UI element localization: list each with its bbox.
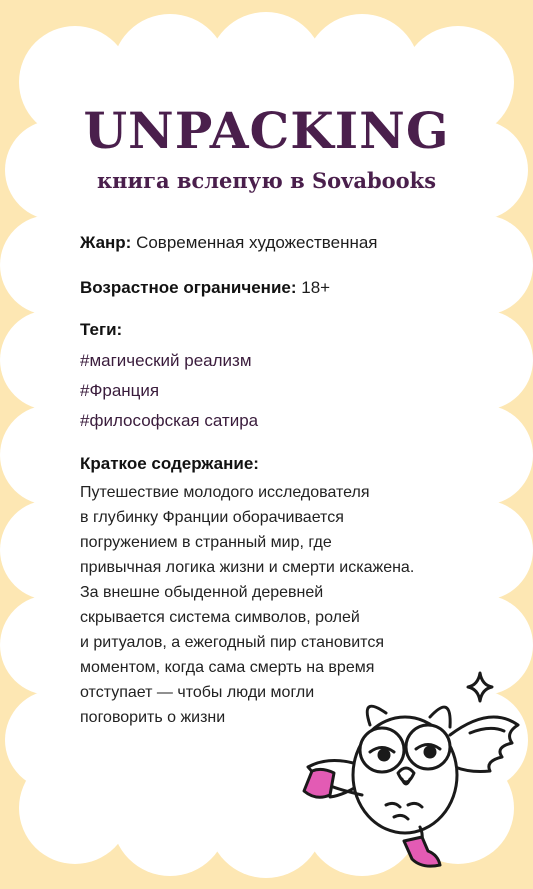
summary-label: Краткое содержание: (80, 454, 259, 473)
tags-list (80, 346, 258, 436)
tag-item: #философская сатира (80, 411, 259, 430)
tags-label: Теги: (80, 320, 123, 339)
age-label: Возрастное ограничение: (80, 278, 297, 297)
card-subtitle: книга вслепую в Sovabooks (96, 168, 437, 193)
genre-row (80, 233, 378, 253)
summary-text: Путешествие молодого исследователя в глубинку Франции оборачивается погружением в странный мир, где привычная логика жизни и смерти искажена. За внешне обыденной деревней скрывается система символов, ролей и ритуалов, а ежегодный пир становится моментом, когда сама смерть на время отступает — чтобы люди могли поговорить о жизни (80, 484, 415, 726)
card-title: UNPACKING (83, 101, 450, 160)
genre-label: Жанр: (80, 233, 132, 252)
age-row (80, 278, 330, 298)
owl-mascot-icon (290, 655, 530, 885)
age-value: 18+ (301, 278, 331, 297)
tag-item: #магический реализм (80, 351, 252, 370)
tag-item: #Франция (80, 381, 160, 400)
genre-value: Современная художественная (136, 233, 378, 252)
